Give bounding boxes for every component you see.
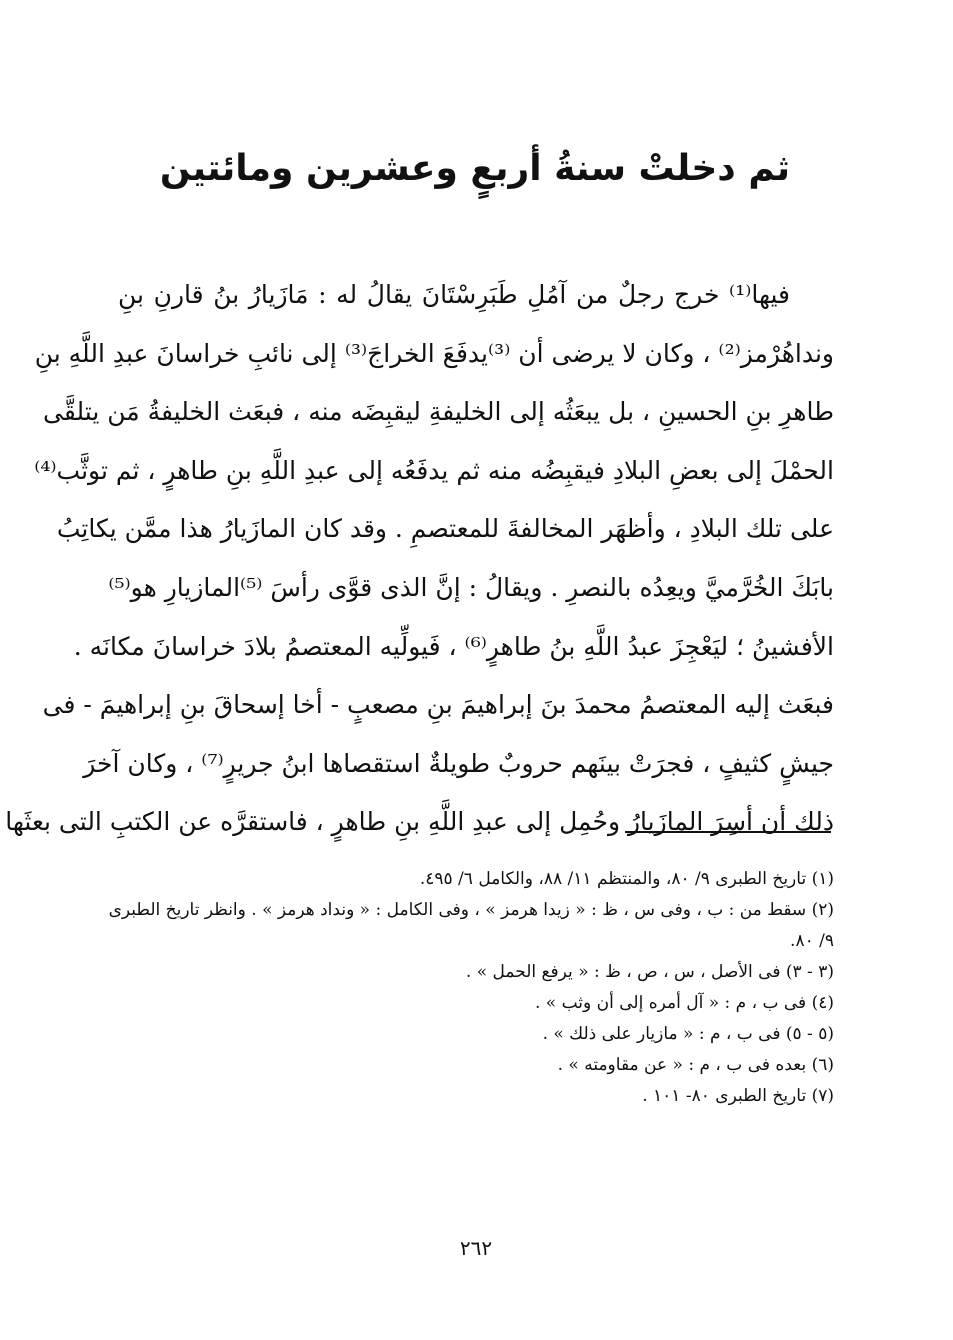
body-line: فيها⁽¹⁾ خرج رجلٌ من آمُلِ طَبَرِسْتَانَ يقالُ له : مَازَيارُ بنُ قارنِ بنِ xyxy=(118,280,790,309)
footnote: (٢) سقط من : ب ، وفى س ، ظ : « زيدا هرمز » ، وفى الكامل : « ونداد هرمز » . وانظر تاريخ الطبرى xyxy=(108,900,834,920)
body-line: الحمْلَ إلى بعضِ البلادِ فيقبِضُه منه ثم يدفَعُه إلى عبدِ اللَّهِ بنِ طاهرٍ ، ثم توثَّب⁽⁴⁾ xyxy=(34,455,834,485)
footnote-divider xyxy=(625,831,831,833)
footnote: (١) تاريخ الطبرى ٩/ ٨٠، والمنتظم ١١/ ٨٨، والكامل ٦/ ٤٩٥. xyxy=(419,869,834,889)
body-line: طاهرِ بنِ الحسينِ ، بل يبعَثُه إلى الخليفةِ ليقبِضَه منه ، فبعَث الخليفةُ مَن يتلقَّى xyxy=(43,397,834,427)
footnote: (٤) فى ب ، م : « آل أمره إلى أن وثب » . xyxy=(534,993,834,1013)
footnote: (٣ - ٣) فى الأصل ، س ، ص ، ظ : « يرفع الحمل » . xyxy=(465,962,834,982)
body-line: ونداهُرْمز⁽²⁾ ، وكان لا يرضى أن ⁽³⁾يدفَعَ الخراجَ⁽³⁾ إلى نائبِ خراسانَ عبدِ اللَّهِ بنِ xyxy=(34,338,834,368)
footnote: (٧) تاريخ الطبرى ٨٠- ١٠١ . xyxy=(642,1086,834,1106)
body-text xyxy=(5,266,834,852)
body-line: بابَكَ الخُرَّميَّ ويعِدُه بالنصرِ . ويقالُ : إنَّ الذى قوَّى رأسَ ⁽⁵⁾المازيارِ هو⁽⁵⁾ xyxy=(108,572,834,602)
footnote: ٩/ ٨٠. xyxy=(790,931,834,951)
body-line: جيشٍ كثيفٍ ، فجرَتْ بينَهم حروبٌ طويلةٌ استقصاها ابنُ جريرٍ⁽⁷⁾ ، وكان آخرَ xyxy=(83,748,834,778)
footnote: (٥ - ٥) فى ب ، م : « مازيار على ذلك » . xyxy=(542,1024,834,1044)
body-line: فبعَث إليه المعتصمُ محمدَ بنَ إبراهيمَ بنِ مصعبٍ - أخا إسحاقَ بنِ إبراهيمَ - فى xyxy=(42,690,834,720)
footnote: (٦) بعده فى ب ، م : « عن مقاومته » . xyxy=(557,1055,834,1075)
footnotes xyxy=(108,864,834,1112)
body-line: ذلك أن أسِرَ المازَيارُ وحُمِل إلى عبدِ اللَّهِ بنِ طاهرٍ ، فاستقرَّه عن الكتبِ التى بعثَها xyxy=(5,807,834,837)
chapter-heading: ثم دخلتْ سنةُ أربعٍ وعشرين ومائتين xyxy=(159,148,791,189)
page-number: ٢٦٢ xyxy=(459,1236,493,1260)
body-line: على تلك البلادِ ، وأظهَر المخالفةَ للمعتصمِ . وقد كان المازَيارُ هذا ممَّن يكاتِبُ xyxy=(56,514,834,544)
body-line: الأفشينُ ؛ ليَعْجِزَ عبدُ اللَّهِ بنُ طاهرٍ⁽⁶⁾ ، فَيولِّيه المعتصمُ بلادَ خراسانَ مكانَه . xyxy=(73,631,834,661)
